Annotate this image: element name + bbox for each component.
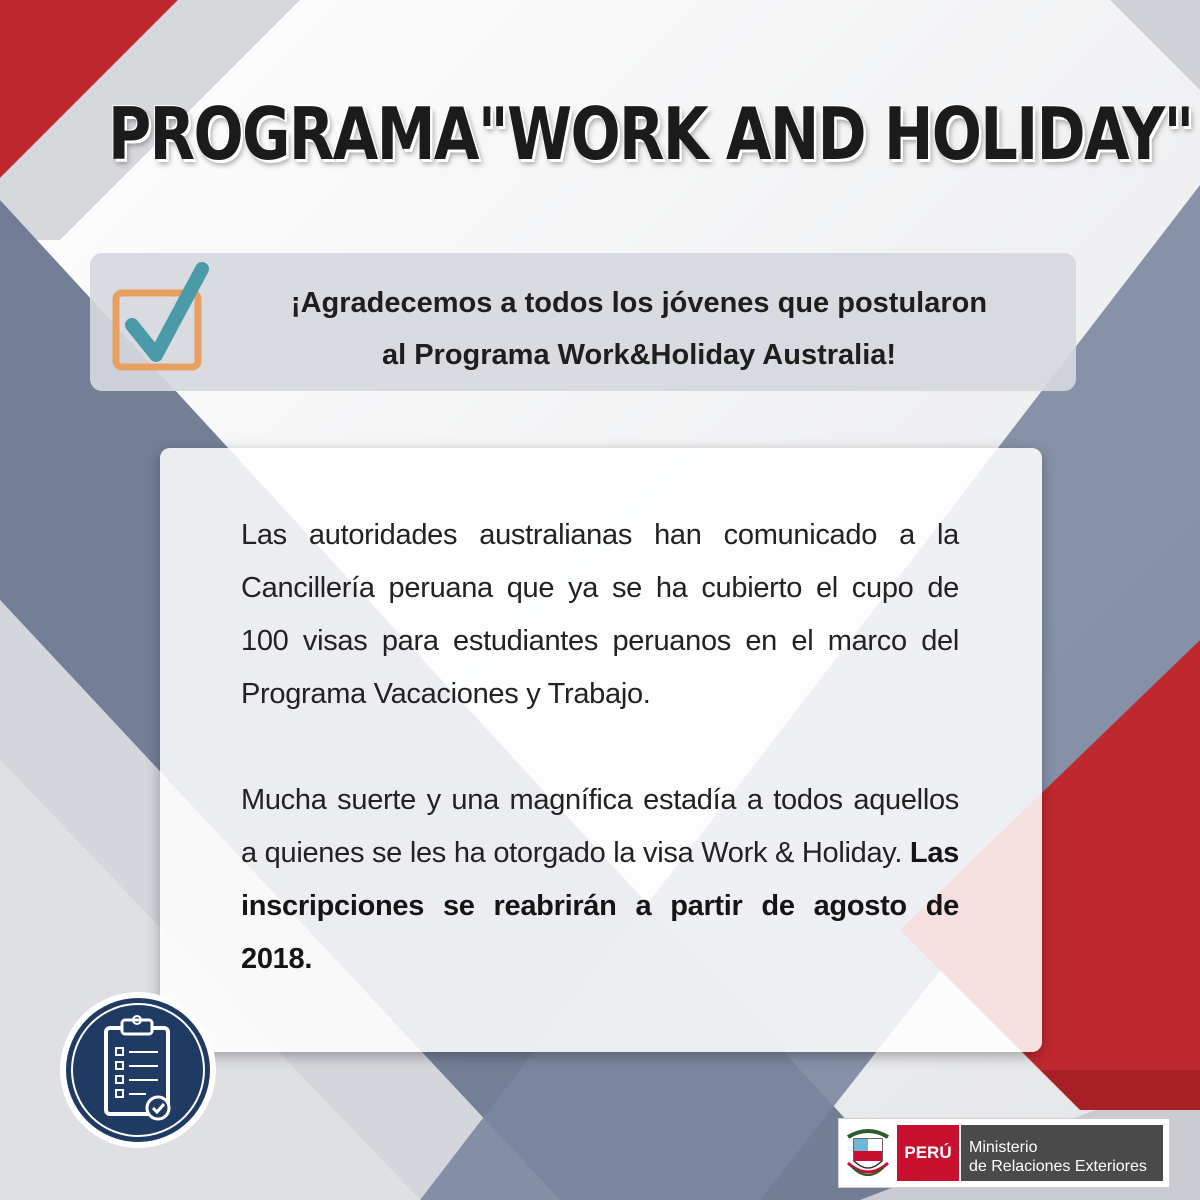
checkbox-check-icon [110,259,210,379]
banner-message [224,277,1054,381]
ministry-line-2: de Relaciones Exteriores [969,1158,1147,1175]
page-title: PROGRAMA"WORK AND HOLIDAY" [108,92,1193,176]
banner-line-2: al Programa Work&Holiday Australia! [381,339,897,371]
ministry-name [961,1125,1163,1181]
paragraph-good-luck-text: Mucha suerte y una magnífica estadía a todos aquellos a quienes se les ha otorgado la visa Work & Holiday. [241,784,959,869]
country-label: PERÚ [897,1125,959,1181]
ministry-line-1: Ministerio [969,1139,1038,1156]
banner-line-1: ¡Agradecemos a todos los jóvenes que postularon [290,287,988,319]
paragraph-good-luck [241,774,959,986]
announcement-text [241,509,959,986]
clipboard-checklist-icon [58,990,218,1150]
thanks-banner [90,253,1076,391]
peru-coat-of-arms-icon [839,1119,897,1187]
reopening-notice: Las inscripciones se reabrirán a partir de agosto de 2018. [241,837,959,975]
paragraph-visas-filled: Las autoridades australianas han comunicado a la Cancillería peruana que ya se ha cubierto el cupo de 100 visas para estudiantes peruanos en el marco del Programa Vacaciones y Trabajo. [241,519,959,710]
ministry-logo [838,1118,1170,1188]
announcement-card [160,448,1042,1052]
